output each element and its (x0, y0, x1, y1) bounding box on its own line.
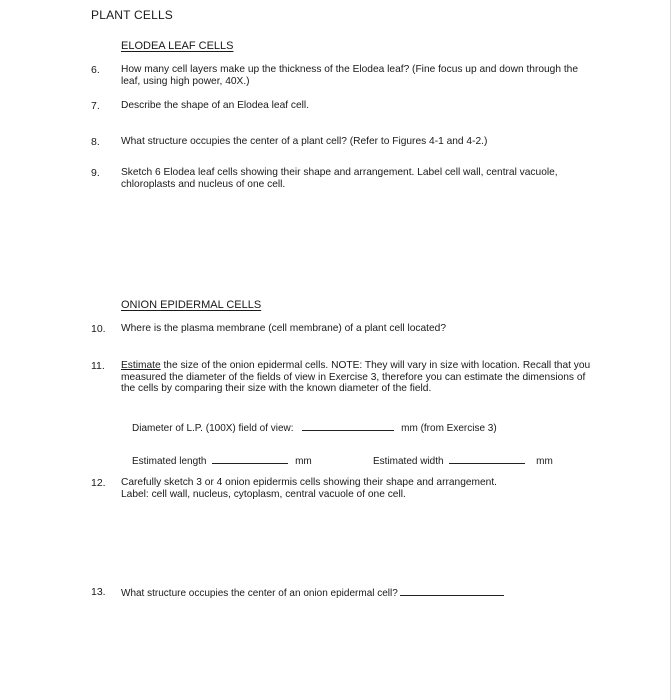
question-9-text: Sketch 6 Elodea leaf cells showing their shape and arrangement. Label cell wall, central vacuole, chloroplasts and nucleus of one cell. (121, 167, 558, 190)
section-heading-elodea: ELODEA LEAF CELLS (121, 40, 234, 52)
diameter-label: Diameter of L.P. (100X) field of view: (132, 423, 294, 434)
diameter-answer-blank[interactable] (302, 421, 394, 431)
question-12-line2: Label: cell wall, nucleus, cytoplasm, central vacuole of one cell. (121, 489, 406, 500)
question-number-12: 12. (91, 477, 106, 489)
question-11-body: the size of the onion epidermal cells. NOTE: They will vary in size with location. Recall that you measured the diameter of the fields of view in Exercise 3, therefore you can estimate the dimensions of the cells by comparing their size with the known diameter of the field. (121, 360, 591, 395)
question-number-7: 7. (91, 100, 100, 112)
length-unit: mm (295, 456, 312, 467)
estimate-emphasis: Estimate (121, 360, 161, 371)
diameter-suffix: mm (from Exercise 3) (401, 423, 497, 434)
length-label: Estimated length (132, 456, 207, 467)
section-heading-onion: ONION EPIDERMAL CELLS (121, 299, 262, 311)
question-number-11: 11. (91, 360, 105, 372)
question-13-row (121, 586, 504, 599)
question-13-answer-blank[interactable] (400, 586, 504, 596)
width-unit: mm (536, 456, 553, 467)
width-row (373, 454, 553, 467)
length-row (132, 454, 312, 467)
question-11-text (121, 360, 591, 395)
question-12-line1: Carefully sketch 3 or 4 onion epidermis cells showing their shape and arrangement. (121, 477, 498, 488)
width-answer-blank[interactable] (449, 454, 525, 464)
question-number-10: 10. (91, 323, 106, 335)
width-label: Estimated width (373, 456, 444, 467)
length-answer-blank[interactable] (212, 454, 288, 464)
question-number-6: 6. (91, 64, 100, 76)
page-title: PLANT CELLS (91, 8, 174, 22)
question-6-text: How many cell layers make up the thickness of the Elodea leaf? (Fine focus up and down through the leaf, using high power, 40X.) (121, 64, 578, 87)
question-number-13: 13. (91, 586, 106, 598)
question-7-text: Describe the shape of an Elodea leaf cell. (121, 100, 310, 111)
question-13-text: What structure occupies the center of an onion epidermal cell? (121, 588, 398, 599)
question-number-9: 9. (91, 167, 100, 179)
question-10-text: Where is the plasma membrane (cell membrane) of a plant cell located? (121, 323, 447, 334)
question-number-8: 8. (91, 136, 100, 148)
diameter-row (132, 421, 497, 434)
question-8-text: What structure occupies the center of a plant cell? (Refer to Figures 4-1 and 4-2.) (121, 136, 488, 147)
